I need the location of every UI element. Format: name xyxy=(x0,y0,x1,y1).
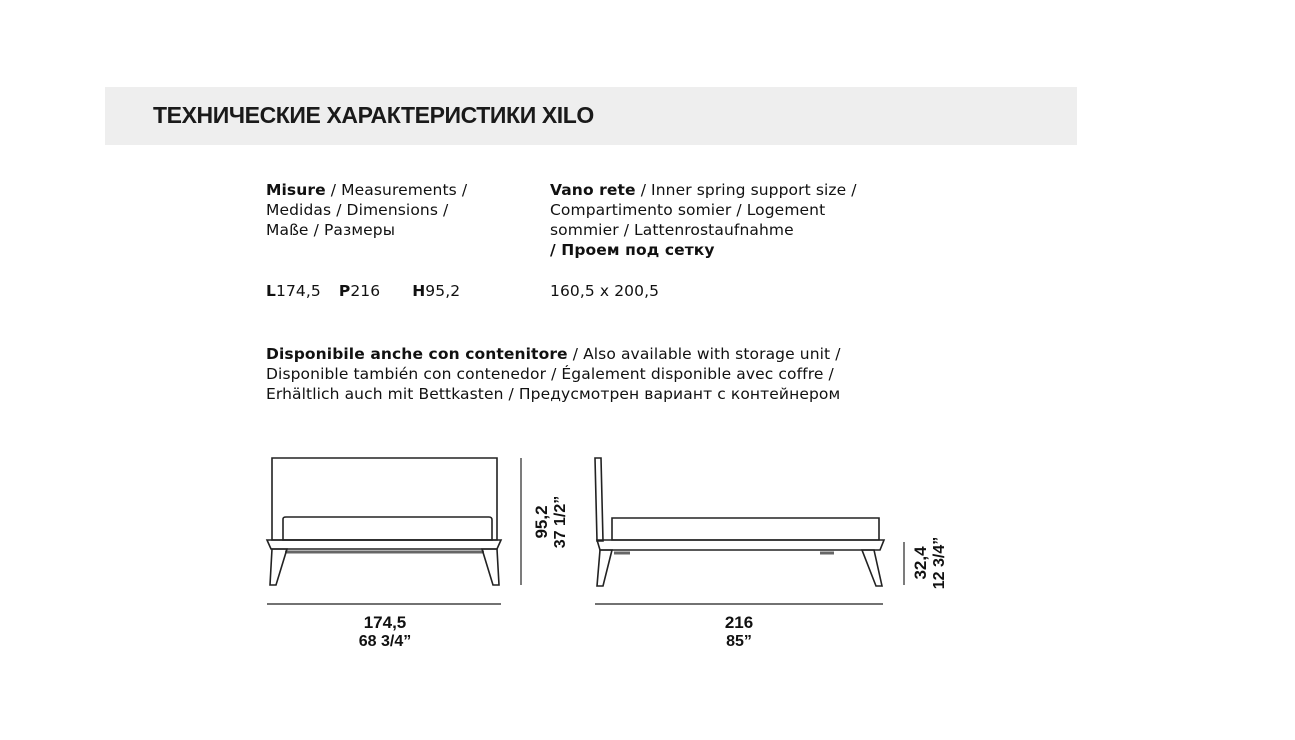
storage-line3: Erhältlich auch mit Bettkasten / Предусмотрен вариант с контейнером xyxy=(266,385,841,403)
spring-support-line1: / Inner spring support size / xyxy=(635,181,857,199)
dim-h-value: 95,2 xyxy=(425,282,461,300)
spring-support-line3: sommier / Lattenrostaufnahme xyxy=(550,221,794,239)
side-leg-back xyxy=(862,550,882,586)
dim-h-label: H xyxy=(412,282,426,300)
front-height-cm-label: 95,2 xyxy=(532,505,551,539)
side-mattress xyxy=(612,518,879,540)
dim-p-label: P xyxy=(338,282,351,300)
bed-front-view xyxy=(267,458,501,585)
front-leg-left xyxy=(270,549,287,585)
front-height-in-label: 37 1/2” xyxy=(552,495,569,549)
dim-p-value: 216 xyxy=(350,282,381,300)
dim-l-label: L xyxy=(266,282,276,300)
front-leg-right xyxy=(482,549,499,585)
front-width-cm-label: 174,5 xyxy=(363,613,407,632)
side-height-in-label: 12 3/4” xyxy=(931,536,948,590)
spring-support-label-bold: Vano rete xyxy=(550,181,636,199)
spring-support-line4: / Проем под сетку xyxy=(550,241,715,259)
storage-label-bold: Disponibile anche con contenitore xyxy=(266,345,568,363)
side-headboard xyxy=(595,458,603,541)
side-height-cm-label: 32,4 xyxy=(911,546,930,580)
storage-line1: / Also available with storage unit / xyxy=(567,345,841,363)
side-leg-front xyxy=(597,550,612,586)
spring-support-value: 160,5 x 200,5 xyxy=(550,282,660,300)
dim-l-value: 174,5 xyxy=(275,282,321,300)
measurements-line3: Maße / Размеры xyxy=(266,221,396,239)
measurements-line1: / Measurements / xyxy=(325,181,468,199)
bed-side-view xyxy=(595,458,884,586)
measurements-label-bold: Misure xyxy=(266,181,326,199)
side-frame xyxy=(597,540,884,550)
side-length-in-label: 85” xyxy=(726,633,752,650)
side-length-cm-label: 216 xyxy=(724,613,754,632)
front-headboard xyxy=(272,458,497,540)
front-frame xyxy=(267,540,501,549)
measurements-line2: Medidas / Dimensions / xyxy=(266,201,449,219)
front-width-in-label: 68 3/4” xyxy=(358,633,412,650)
page-title: ТЕХНИЧЕСКИЕ ХАРАКТЕРИСТИКИ XILO xyxy=(153,102,594,128)
spring-support-line2: Compartimento somier / Logement xyxy=(550,201,826,219)
front-mattress xyxy=(283,517,492,540)
storage-line2: Disponible también con contenedor / Également disponible avec coffre / xyxy=(266,365,834,383)
